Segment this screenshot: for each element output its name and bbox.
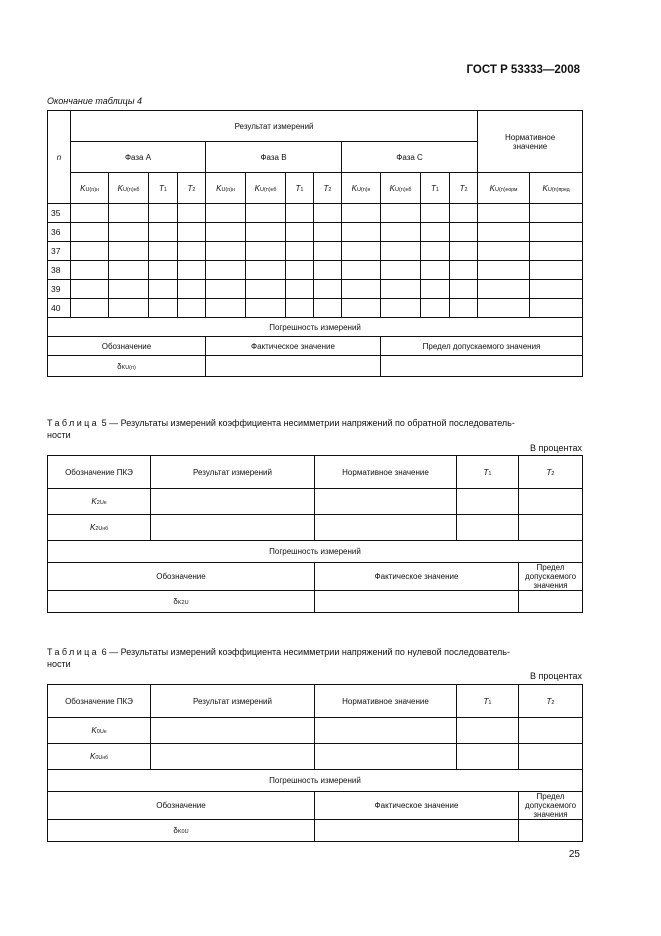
symbol-sub: 0U [96, 729, 104, 735]
symbol-sub2: н [103, 729, 107, 735]
empty-cell [314, 204, 342, 223]
empty-cell [246, 223, 286, 242]
table6-title [47, 646, 582, 670]
symbol-main: K [91, 726, 97, 735]
empty-cell [381, 299, 421, 318]
limit-value-cell [519, 591, 583, 613]
header-text: Обозначение ПКЭ [65, 467, 133, 477]
column-header-2 [315, 456, 457, 489]
delta-subscript: K0U [177, 829, 189, 835]
empty-cell [71, 299, 109, 318]
empty-cell [246, 242, 286, 261]
norm-col-1 [530, 173, 583, 204]
table5-title-text: — Результаты измерений коэффициента несимметрии напряжений по обратной последователь- [109, 418, 515, 428]
empty-cell [314, 299, 342, 318]
empty-cell [342, 299, 381, 318]
header-text: Нормативное значение [342, 467, 429, 477]
table-row [48, 204, 583, 223]
symbol-sub2: пред [558, 186, 570, 193]
phase-1-col-1 [246, 173, 286, 204]
norm-col-0 [478, 173, 530, 204]
symbol-sub2: норм [505, 186, 518, 193]
empty-cell [315, 515, 457, 541]
empty-cell [315, 744, 457, 770]
empty-cell [381, 223, 421, 242]
empty-cell [530, 223, 583, 242]
symbol-main: K [389, 183, 395, 193]
table-row [48, 280, 583, 299]
empty-cell [530, 204, 583, 223]
empty-cell [530, 242, 583, 261]
delta-symbol-cell [48, 820, 315, 842]
empty-cell [381, 280, 421, 299]
delta-subscript: K2U [177, 600, 189, 606]
empty-cell [314, 261, 342, 280]
empty-cell [71, 223, 109, 242]
empty-cell [151, 489, 315, 515]
header-text: T [546, 467, 552, 477]
document-code: ГОСТ Р 53333—2008 [466, 64, 580, 76]
column-header-3 [457, 456, 519, 489]
empty-cell [519, 718, 583, 744]
symbol-sub2: н [103, 500, 107, 506]
empty-cell [178, 299, 206, 318]
empty-cell [421, 261, 450, 280]
pke-designation [48, 489, 151, 515]
symbol-main: K [91, 497, 97, 506]
table6-title-word: Таблица [47, 647, 100, 657]
phase-2-col-1 [381, 173, 421, 204]
column-header-4 [519, 456, 583, 489]
symbol-sub: U(n) [547, 186, 559, 193]
empty-cell [457, 515, 519, 541]
designation-header: Обозначение [48, 792, 315, 820]
limit-value-header: Предел допускаемого значения [381, 337, 583, 356]
empty-cell [206, 242, 246, 261]
phase-1-col-3 [314, 173, 342, 204]
empty-cell [206, 261, 246, 280]
row-number: 36 [48, 223, 71, 242]
empty-cell [478, 299, 530, 318]
actual-value-cell [315, 591, 519, 613]
empty-cell [450, 223, 478, 242]
empty-cell [519, 489, 583, 515]
empty-cell [151, 515, 315, 541]
empty-cell [149, 204, 178, 223]
empty-cell [109, 261, 149, 280]
empty-cell [342, 204, 381, 223]
empty-cell [109, 242, 149, 261]
empty-cell [71, 204, 109, 223]
empty-cell [342, 223, 381, 242]
empty-cell [450, 299, 478, 318]
empty-cell [530, 299, 583, 318]
symbol-main: K [90, 752, 96, 761]
symbol-sub: 1 [435, 186, 439, 193]
empty-cell [519, 515, 583, 541]
empty-cell [246, 204, 286, 223]
empty-cell [149, 223, 178, 242]
empty-cell [109, 299, 149, 318]
header-sub: 2 [551, 699, 555, 706]
symbol-sub2: нб [270, 186, 277, 193]
row-number: 37 [48, 242, 71, 261]
symbol-sub: 1 [163, 186, 167, 193]
empty-cell [151, 744, 315, 770]
symbol-main: K [542, 183, 548, 193]
symbol-sub: U(n) [356, 186, 368, 193]
designation-header: Обозначение [48, 563, 315, 591]
empty-cell [206, 280, 246, 299]
symbol-sub: U(n) [221, 186, 233, 193]
phase-0-col-0 [71, 173, 109, 204]
header-text: T [483, 696, 489, 706]
table6-title-text: — Результаты измерений коэффициента несимметрии напряжений по нулевой последователь- [109, 647, 510, 657]
empty-cell [450, 242, 478, 261]
symbol-sub: U(n) [395, 186, 406, 193]
empty-cell [286, 261, 314, 280]
phase-1-col-0 [206, 173, 246, 204]
empty-cell [478, 242, 530, 261]
row-number: 40 [48, 299, 71, 318]
row-number: 39 [48, 280, 71, 299]
pke-designation [48, 718, 151, 744]
limit-value-header: Предел допускаемого значения [519, 792, 583, 820]
symbol-main: K [351, 183, 357, 193]
empty-cell [206, 223, 246, 242]
symbol-sub: 2 [328, 186, 332, 193]
empty-cell [478, 261, 530, 280]
empty-cell [71, 261, 109, 280]
empty-cell [450, 261, 478, 280]
empty-cell [109, 280, 149, 299]
empty-cell [478, 280, 530, 299]
symbol-sub: 2U [95, 526, 103, 532]
empty-cell [478, 223, 530, 242]
limit-value-header: Предел допускаемого значения [519, 563, 583, 591]
table-row [48, 718, 583, 744]
empty-cell [178, 242, 206, 261]
empty-cell [315, 489, 457, 515]
symbol-sub2: нб [133, 186, 140, 193]
symbol-sub: U(n) [260, 186, 271, 193]
phase-2-col-2 [421, 173, 450, 204]
empty-cell [178, 223, 206, 242]
symbol-main: T [159, 183, 164, 193]
empty-cell [421, 299, 450, 318]
symbol-sub: 0U [95, 755, 103, 761]
empty-cell [450, 204, 478, 223]
header-text: Результат измерений [193, 696, 272, 706]
actual-value-cell [315, 820, 519, 842]
symbol-main: K [90, 523, 96, 532]
empty-cell [314, 223, 342, 242]
symbol-main: T [323, 183, 329, 193]
actual-value-header: Фактическое значение [315, 792, 519, 820]
symbol-main: K [117, 183, 123, 193]
empty-cell [149, 242, 178, 261]
empty-cell [457, 744, 519, 770]
empty-cell [519, 744, 583, 770]
empty-cell [314, 242, 342, 261]
empty-cell [421, 242, 450, 261]
actual-value-header: Фактическое значение [206, 337, 381, 356]
empty-cell [109, 204, 149, 223]
header-text: T [483, 467, 489, 477]
empty-cell [151, 718, 315, 744]
empty-cell [178, 261, 206, 280]
symbol-sub: U(n) [123, 186, 134, 193]
empty-cell [71, 280, 109, 299]
phase-header-0: Фаза A [71, 142, 206, 173]
symbol-main: K [216, 183, 222, 193]
header-text: T [546, 696, 552, 706]
phase-1-col-2 [286, 173, 314, 204]
column-header-0 [48, 456, 151, 489]
empty-cell [178, 204, 206, 223]
header-sub: 2 [551, 470, 555, 477]
empty-cell [450, 280, 478, 299]
empty-cell [246, 280, 286, 299]
empty-cell [149, 261, 178, 280]
error-label: Погрешность измерений [48, 318, 583, 337]
empty-cell [315, 718, 457, 744]
designation-header: Обозначение [48, 337, 206, 356]
table-row [48, 299, 583, 318]
actual-value-cell [206, 356, 381, 377]
table-6 [47, 684, 583, 842]
column-header-3 [457, 685, 519, 718]
symbol-sub2: нб [102, 755, 108, 761]
column-header-2 [315, 685, 457, 718]
table-row [48, 744, 583, 770]
symbol-sub2: н [232, 186, 235, 193]
phase-2-col-3 [450, 173, 478, 204]
table-row [48, 515, 583, 541]
empty-cell [342, 280, 381, 299]
empty-cell [149, 280, 178, 299]
phase-0-col-1 [109, 173, 149, 204]
table5-title [47, 417, 582, 441]
symbol-sub: U(n) [495, 186, 506, 193]
table5-title-number: 5 [101, 418, 107, 428]
header-text: Нормативное значение [342, 696, 429, 706]
symbol-main: K [489, 183, 496, 193]
symbol-sub2: нб [102, 526, 108, 532]
column-header-4 [519, 685, 583, 718]
delta-symbol-cell [48, 591, 315, 613]
pke-designation [48, 515, 151, 541]
page-number: 25 [568, 849, 580, 860]
limit-value-cell [381, 356, 583, 377]
phase-header-1: Фаза B [206, 142, 342, 173]
phase-header-2: Фаза C [342, 142, 478, 173]
table6-unit: В процентах [530, 671, 582, 681]
empty-cell [246, 261, 286, 280]
phase-2-col-0 [342, 173, 381, 204]
delta-symbol: δ [117, 361, 122, 371]
pke-designation [48, 744, 151, 770]
error-label: Погрешность измерений [48, 770, 583, 792]
header-text: Результат измерений [193, 467, 272, 477]
column-header-1 [151, 456, 315, 489]
phase-0-col-3 [178, 173, 206, 204]
empty-cell [206, 299, 246, 318]
n-header: n [48, 111, 71, 204]
error-label: Погрешность измерений [48, 541, 583, 563]
empty-cell [246, 299, 286, 318]
empty-cell [457, 489, 519, 515]
table-row [48, 242, 583, 261]
symbol-main: T [187, 183, 193, 193]
empty-cell [530, 261, 583, 280]
result-header: Результат измерений [71, 111, 478, 142]
table5-unit: В процентах [530, 443, 582, 453]
table-row [48, 223, 583, 242]
symbol-main: T [431, 183, 436, 193]
empty-cell [530, 280, 583, 299]
actual-value-header: Фактическое значение [315, 563, 519, 591]
empty-cell [342, 242, 381, 261]
table4-caption: Окончание таблицы 4 [47, 96, 142, 106]
empty-cell [381, 242, 421, 261]
symbol-main: K [254, 183, 260, 193]
column-header-1 [151, 685, 315, 718]
norm-header-line1: Нормативное [505, 132, 556, 142]
delta-symbol-cell [48, 356, 206, 377]
empty-cell [178, 280, 206, 299]
symbol-sub: 2 [464, 186, 468, 193]
symbol-sub: U(n) [85, 186, 97, 193]
empty-cell [381, 261, 421, 280]
table5-title-cont: ности [47, 430, 71, 440]
empty-cell [342, 261, 381, 280]
empty-cell [421, 204, 450, 223]
table5-title-word: Таблица [47, 418, 100, 428]
empty-cell [314, 280, 342, 299]
symbol-sub2: нб [405, 186, 412, 193]
symbol-sub2: н [367, 186, 371, 193]
empty-cell [109, 223, 149, 242]
table-5 [47, 455, 583, 613]
symbol-main: T [459, 183, 465, 193]
empty-cell [286, 242, 314, 261]
empty-cell [286, 204, 314, 223]
column-header-0 [48, 685, 151, 718]
norm-header [478, 111, 583, 173]
header-sub: 1 [488, 470, 492, 477]
row-number: 38 [48, 261, 71, 280]
limit-value-cell [519, 820, 583, 842]
empty-cell [71, 242, 109, 261]
delta-subscript: KU(n) [121, 364, 136, 371]
empty-cell [421, 280, 450, 299]
table-row [48, 489, 583, 515]
symbol-main: K [80, 183, 86, 193]
table-4 [47, 110, 583, 377]
symbol-sub: 2U [96, 500, 104, 506]
delta-symbol: δ [173, 826, 178, 835]
header-sub: 1 [488, 699, 492, 706]
empty-cell [286, 299, 314, 318]
empty-cell [286, 223, 314, 242]
norm-header-line2: значение [512, 141, 548, 151]
table6-title-number: 6 [101, 647, 107, 657]
symbol-main: T [295, 183, 301, 193]
empty-cell [457, 718, 519, 744]
table6-title-cont: ности [47, 659, 71, 669]
empty-cell [206, 204, 246, 223]
empty-cell [286, 280, 314, 299]
empty-cell [421, 223, 450, 242]
phase-0-col-2 [149, 173, 178, 204]
delta-symbol: δ [173, 597, 178, 606]
empty-cell [381, 204, 421, 223]
row-number: 35 [48, 204, 71, 223]
table-row [48, 261, 583, 280]
header-text: Обозначение ПКЭ [65, 696, 133, 706]
symbol-sub2: н [96, 186, 99, 193]
symbol-sub: 1 [300, 186, 304, 193]
empty-cell [149, 299, 178, 318]
symbol-sub: 2 [192, 186, 196, 193]
empty-cell [478, 204, 530, 223]
